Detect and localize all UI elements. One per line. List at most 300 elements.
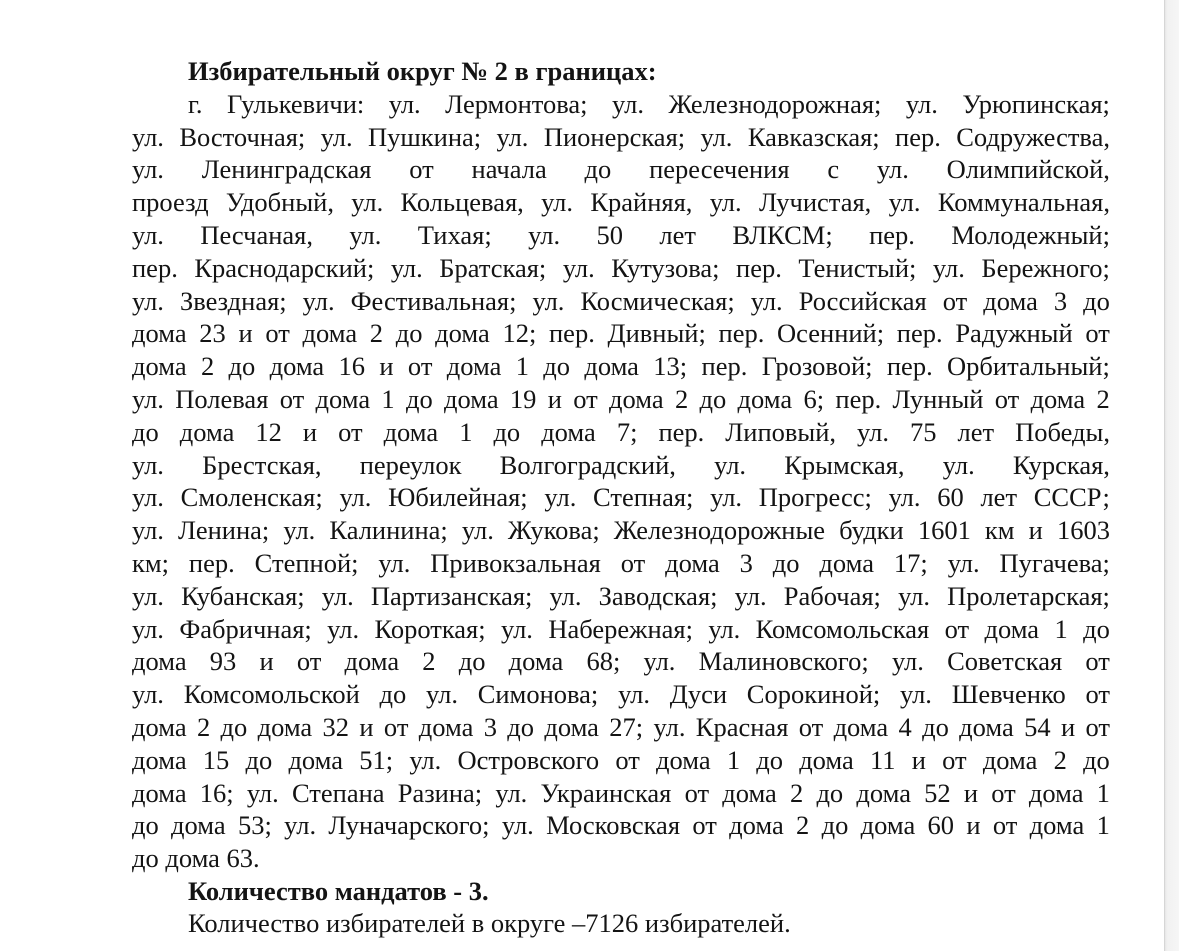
word: ВЛКСМ; xyxy=(732,220,833,250)
word: 2 xyxy=(790,777,804,808)
word: ул. xyxy=(132,220,164,250)
word: Жукова; xyxy=(507,515,600,546)
word: ул. xyxy=(409,744,442,775)
word: ул. xyxy=(496,121,529,152)
word: до xyxy=(220,712,248,742)
word: 1 xyxy=(1096,777,1110,808)
word: пер. xyxy=(132,252,178,283)
word: 1603 xyxy=(1056,515,1110,546)
word: и xyxy=(547,384,562,414)
word: Партизанская; xyxy=(370,580,533,611)
word: ул. xyxy=(932,252,965,283)
word: 2 xyxy=(200,351,215,382)
word: Короткая; xyxy=(374,613,486,644)
word: ул. xyxy=(327,613,360,644)
word: ул. xyxy=(132,154,164,185)
word: ул. xyxy=(320,121,353,152)
word: пер. xyxy=(886,351,933,382)
word: от xyxy=(992,810,1018,841)
word: от xyxy=(994,384,1020,414)
word: дома xyxy=(856,777,911,808)
word: 2 xyxy=(796,810,810,841)
word: до xyxy=(458,646,486,677)
district-heading: Избирательный округ № 2 в границах: xyxy=(188,56,657,86)
word: Комсомольская xyxy=(755,613,930,644)
word: Луначарского; xyxy=(328,810,490,841)
boundary-line xyxy=(132,777,1110,810)
word: Железнодорожная; xyxy=(668,88,882,119)
word: будки xyxy=(839,515,904,546)
boundary-line: до дома 63. xyxy=(132,843,260,874)
word: дома xyxy=(1030,384,1086,414)
word: ул. xyxy=(132,285,164,316)
word: Космическая; xyxy=(580,285,735,316)
word: ул. xyxy=(501,613,533,644)
word: Шевченко xyxy=(951,679,1066,710)
word: дома xyxy=(179,416,235,447)
word: Дуси xyxy=(669,679,728,710)
word: ул. xyxy=(501,810,534,841)
word: до xyxy=(132,810,159,841)
word: дома xyxy=(959,712,1014,742)
word: от xyxy=(409,154,434,185)
word: до xyxy=(507,712,535,742)
word: 3 xyxy=(739,548,753,578)
boundary-line xyxy=(132,350,1110,383)
word: 12 xyxy=(255,416,282,447)
word: от xyxy=(991,777,1016,808)
word: от xyxy=(296,646,322,677)
word: от xyxy=(1085,646,1110,677)
word: Кубанская; xyxy=(181,580,305,611)
word: 1601 xyxy=(917,515,971,546)
word: Степная; xyxy=(593,482,694,513)
word: до xyxy=(1083,285,1110,316)
boundary-line xyxy=(132,219,1110,252)
word: 60 xyxy=(937,482,964,513)
word: Сорокиной; xyxy=(746,679,881,710)
word: до xyxy=(132,416,159,447)
word: от xyxy=(383,712,409,742)
word: Восточная; xyxy=(179,121,306,152)
word: ул. xyxy=(653,712,686,742)
word: ул. xyxy=(857,416,889,447)
word: 53; xyxy=(237,810,272,841)
word: Кольцевая, xyxy=(400,187,524,218)
word: ул. xyxy=(876,154,909,185)
word: Лермонтова; xyxy=(445,88,588,119)
mandates-count: Количество мандатов - 3. xyxy=(188,876,489,906)
word: пер. xyxy=(549,318,595,349)
word: дома xyxy=(446,351,502,382)
word: ул. xyxy=(461,515,494,546)
word: дома xyxy=(132,318,187,349)
word: с xyxy=(827,154,840,185)
word: 51; xyxy=(359,744,394,775)
word: и xyxy=(238,318,253,349)
word: ул. xyxy=(612,88,644,119)
word: до xyxy=(1083,613,1110,644)
word: и xyxy=(911,744,926,775)
word: ул. xyxy=(132,580,164,611)
word: ул. xyxy=(898,580,930,611)
word: до xyxy=(1083,744,1110,775)
word: от xyxy=(407,351,433,382)
word: Красная xyxy=(695,712,789,742)
boundary-line xyxy=(132,678,1110,711)
word: Урюпинская; xyxy=(962,88,1110,119)
word: 13; xyxy=(653,351,688,382)
word: ул. xyxy=(618,679,650,710)
word: ул. xyxy=(302,285,335,316)
word: ул. xyxy=(734,580,767,611)
word: ул. xyxy=(544,482,577,513)
word: от xyxy=(338,416,363,447)
word: дома xyxy=(132,646,187,677)
boundary-line xyxy=(132,744,1110,777)
word: Ленинградская xyxy=(201,154,372,185)
word: 3 xyxy=(1053,285,1068,316)
word: 15 xyxy=(202,744,230,775)
word: ул. xyxy=(283,515,316,546)
word: Привокзальная xyxy=(430,548,601,578)
word: дома xyxy=(984,613,1040,644)
word: Заводская; xyxy=(598,580,718,611)
word: дома xyxy=(729,810,784,841)
boundary-line xyxy=(132,416,1110,449)
word: ул. xyxy=(900,679,932,710)
word: от xyxy=(692,810,717,841)
word: дома xyxy=(1029,810,1085,841)
word: дома xyxy=(344,646,400,677)
word: до xyxy=(699,384,727,414)
word: Радужный xyxy=(955,318,1073,349)
word: ул. xyxy=(528,220,561,250)
word: Островского xyxy=(457,744,600,775)
word: 2 xyxy=(674,384,689,414)
word: 2 xyxy=(1053,744,1067,775)
word: от xyxy=(1085,679,1110,710)
word: Смоленская; xyxy=(180,482,323,513)
word: от xyxy=(944,613,970,644)
word: дома xyxy=(544,712,599,742)
word: до xyxy=(543,351,571,382)
word: ул. xyxy=(891,646,924,677)
boundary-line xyxy=(132,711,1110,744)
word: пер. xyxy=(869,220,915,250)
word: Тенистый; xyxy=(798,252,917,283)
word: 2 xyxy=(422,646,436,677)
word: Осенний; xyxy=(777,318,885,349)
word: Краснодарский; xyxy=(194,252,375,283)
word: Российская xyxy=(798,285,927,316)
word: от xyxy=(615,744,640,775)
voters-count: Количество избирателей в округе –7126 избирателей. xyxy=(188,908,791,938)
word: 2 xyxy=(196,712,211,742)
word: 1 xyxy=(515,351,529,382)
word: ул. xyxy=(284,810,317,841)
word: Грозовой; xyxy=(761,351,873,382)
word: 60 xyxy=(927,810,955,841)
word: ул. xyxy=(388,88,421,119)
word: ул. xyxy=(708,613,741,644)
word: Кутузова; xyxy=(611,252,720,283)
boundary-line xyxy=(132,285,1110,318)
word: дома xyxy=(383,416,439,447)
word: дома xyxy=(444,384,499,414)
word: дома xyxy=(302,318,358,349)
word: ул. xyxy=(541,187,574,218)
word: и xyxy=(1060,712,1076,742)
word: 4 xyxy=(898,712,912,742)
word: до xyxy=(405,384,433,414)
word: Симонова; xyxy=(477,679,599,710)
word: пер. xyxy=(895,121,941,152)
word: Кавказская; xyxy=(747,121,880,152)
word: 23 xyxy=(199,318,226,349)
word: Пушкина; xyxy=(367,121,482,152)
word: 19 xyxy=(509,384,537,414)
word: дома xyxy=(541,416,596,447)
word: дома xyxy=(656,744,711,775)
word: от xyxy=(279,384,305,414)
word: ул. xyxy=(351,187,384,218)
word: дома xyxy=(1028,777,1084,808)
word: ул. xyxy=(709,187,742,218)
word: пер. xyxy=(658,416,705,447)
boundary-line xyxy=(132,186,1110,219)
word: Юбилейная; xyxy=(388,482,528,513)
boundary-line xyxy=(132,449,1110,482)
boundary-line xyxy=(132,252,1110,285)
word: ул. xyxy=(132,449,164,480)
word: 11 xyxy=(870,744,896,775)
word: 12; xyxy=(502,318,537,349)
word: Крайняя, xyxy=(590,187,693,218)
word: Крымская, xyxy=(784,449,905,480)
word: дома xyxy=(288,744,344,775)
word: г. xyxy=(188,88,203,119)
boundary-line xyxy=(132,580,1110,613)
word: ул. xyxy=(132,679,164,710)
boundary-line xyxy=(188,88,1110,121)
word: 16; xyxy=(199,777,234,808)
word: Курская, xyxy=(1012,449,1110,480)
word: 32 xyxy=(322,712,350,742)
word: ул. xyxy=(339,482,372,513)
word: 1 xyxy=(1096,810,1110,841)
word: Липовый, xyxy=(725,416,837,447)
word: ул. xyxy=(349,220,382,250)
word: Рабочая; xyxy=(783,580,881,611)
word: от xyxy=(1085,318,1110,349)
word: до xyxy=(922,712,949,742)
word: дома xyxy=(418,712,474,742)
word: ул. xyxy=(942,449,975,480)
word: от xyxy=(942,285,968,316)
word: Разина; xyxy=(397,777,483,808)
word: дома xyxy=(171,810,226,841)
word: Украинская xyxy=(540,777,672,808)
word: Лунный xyxy=(892,384,984,414)
word: ул. xyxy=(378,548,411,578)
word: дома xyxy=(257,712,313,742)
word: 54 xyxy=(1024,712,1051,742)
word: ул. xyxy=(132,121,164,152)
word: Победы, xyxy=(1015,416,1110,447)
word: ул. xyxy=(562,252,595,283)
word: Степана xyxy=(291,777,385,808)
word: 93 xyxy=(209,646,237,677)
word: Степной; xyxy=(254,548,359,578)
word: Пугачева; xyxy=(999,548,1110,578)
word: от xyxy=(620,548,646,578)
word: ул. xyxy=(132,482,164,513)
word: дома xyxy=(819,548,875,578)
word: Ленина; xyxy=(178,515,270,546)
word: Тихая; xyxy=(417,220,492,250)
word: ул. xyxy=(947,548,980,578)
word: ул. xyxy=(246,777,279,808)
word: от xyxy=(798,712,824,742)
word: 52 xyxy=(924,777,951,808)
word: ул. xyxy=(714,449,747,480)
word: Комсомольской xyxy=(183,679,360,710)
word: Московская xyxy=(546,810,681,841)
word: км; xyxy=(132,548,170,578)
word: дома xyxy=(833,712,889,742)
word: Полевая xyxy=(175,384,269,414)
boundary-line xyxy=(132,153,1110,186)
word: до xyxy=(816,777,844,808)
word: 68; xyxy=(586,646,621,677)
word: лет xyxy=(659,220,696,250)
word: 17; xyxy=(893,548,928,578)
word: Калинина; xyxy=(329,515,448,546)
word: дома xyxy=(132,744,187,775)
word: Железнодорожные xyxy=(613,515,826,546)
word: Песчаная, xyxy=(200,220,313,250)
word: ул. xyxy=(710,482,743,513)
word: от xyxy=(1085,712,1110,742)
word: Фестивальная; xyxy=(350,285,517,316)
boundary-line xyxy=(132,645,1110,678)
word: 6; xyxy=(803,384,825,414)
word: дома xyxy=(315,384,371,414)
word: дома xyxy=(665,548,720,578)
word: 1 xyxy=(459,416,473,447)
word: дома xyxy=(983,285,1038,316)
word: до xyxy=(821,810,849,841)
word: ул. xyxy=(132,384,164,414)
word: дома xyxy=(799,744,854,775)
word: Братская; xyxy=(439,252,547,283)
word: ул. xyxy=(905,88,938,119)
word: до xyxy=(493,416,521,447)
word: Звездная; xyxy=(179,285,287,316)
word: Удобный, xyxy=(225,187,334,218)
word: дома xyxy=(508,646,564,677)
boundary-line xyxy=(132,613,1110,646)
word: ул. xyxy=(132,515,164,546)
page-edge-shadow xyxy=(1164,0,1179,951)
word: ул. xyxy=(495,777,528,808)
word: ул. xyxy=(532,285,565,316)
word: Гулькевичи: xyxy=(227,88,365,119)
word: 1 xyxy=(1054,613,1068,644)
word: Волгоградский, xyxy=(499,449,676,480)
word: ул. xyxy=(390,252,423,283)
word: до xyxy=(772,548,800,578)
word: дома xyxy=(722,777,777,808)
word: ул. xyxy=(321,580,354,611)
word: дома xyxy=(435,318,490,349)
word: ул. xyxy=(549,580,582,611)
word: ул. xyxy=(700,121,733,152)
word: начала xyxy=(471,154,547,185)
word: 2 xyxy=(369,318,384,349)
boundary-line xyxy=(132,481,1110,514)
word: от xyxy=(573,384,598,414)
word: 3 xyxy=(483,712,497,742)
word: до xyxy=(584,154,612,185)
word: до xyxy=(379,679,407,710)
word: пересечения xyxy=(649,154,790,185)
word: от xyxy=(684,777,710,808)
word: до xyxy=(395,318,423,349)
word: Прогресс; xyxy=(758,482,872,513)
word: дома xyxy=(132,712,187,742)
word: Лучистая, xyxy=(758,187,872,218)
word: Малиновского; xyxy=(698,646,869,677)
word: Молодежный; xyxy=(951,220,1110,250)
word: и xyxy=(1028,515,1043,546)
word: и xyxy=(966,810,981,841)
word: Советская xyxy=(947,646,1063,677)
word: пер. xyxy=(835,384,882,414)
word: пер. xyxy=(701,351,748,382)
word: лет xyxy=(957,416,995,447)
word: ул. xyxy=(888,187,921,218)
word: переулок xyxy=(359,449,462,480)
word: пер. xyxy=(736,252,782,283)
word: Содружества, xyxy=(956,121,1110,152)
word: СССР; xyxy=(1033,482,1110,513)
word: дома xyxy=(737,384,793,414)
word: Дивный; xyxy=(607,318,706,349)
word: ул. xyxy=(426,679,458,710)
word: 7; xyxy=(616,416,638,447)
boundary-line xyxy=(132,121,1110,154)
word: Фабричная; xyxy=(179,613,312,644)
word: 16 xyxy=(338,351,366,382)
word: Пролетарская; xyxy=(947,580,1110,611)
word: проезд xyxy=(132,187,209,218)
word: от xyxy=(942,744,967,775)
word: и xyxy=(379,351,394,382)
word: дома xyxy=(132,777,187,808)
word: Орбитальный; xyxy=(947,351,1110,382)
boundary-line xyxy=(132,514,1110,547)
word: пер. xyxy=(718,318,765,349)
word: 75 xyxy=(909,416,937,447)
boundary-line xyxy=(132,809,1110,842)
word: ул. xyxy=(132,613,164,644)
word: до xyxy=(756,744,783,775)
word: Олимпийской, xyxy=(946,154,1110,185)
boundary-line xyxy=(132,383,1110,416)
word: и xyxy=(963,777,979,808)
